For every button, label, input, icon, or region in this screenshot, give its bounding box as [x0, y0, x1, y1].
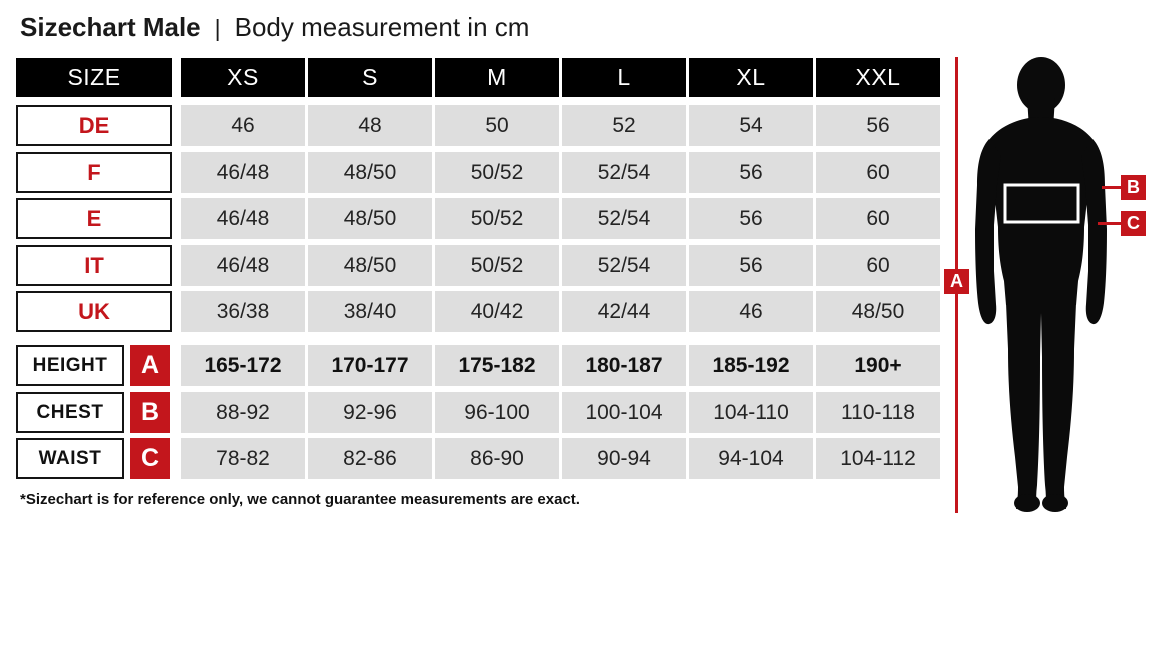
value-cell: 52/54 — [562, 152, 686, 193]
value-cell: 88-92 — [181, 392, 305, 433]
region-label-f: F — [16, 152, 172, 193]
value-cell: 56 — [816, 105, 940, 146]
silhouette-legs — [1006, 303, 1076, 509]
value-cell: 52/54 — [562, 198, 686, 239]
col-header-s: S — [308, 58, 432, 97]
footnote-text: *Sizechart is for reference only, we cannot guarantee measurements are exact. — [20, 491, 580, 508]
measure-row-waist — [16, 438, 943, 479]
col-header-l: L — [562, 58, 686, 97]
value-cell: 86-90 — [435, 438, 559, 479]
value-cell: 185-192 — [689, 345, 813, 386]
value-cell: 54 — [689, 105, 813, 146]
silhouette-left-arm — [975, 139, 1001, 324]
value-cell: 60 — [816, 198, 940, 239]
col-header-xs: XS — [181, 58, 305, 97]
value-cell: 50/52 — [435, 152, 559, 193]
value-cell: 38/40 — [308, 291, 432, 332]
value-cell: 46/48 — [181, 198, 305, 239]
col-header-xl: XL — [689, 58, 813, 97]
region-label-de: DE — [16, 105, 172, 146]
male-body-silhouette-icon — [975, 57, 1107, 513]
title-main: Sizechart Male — [20, 12, 201, 42]
value-cell: 48/50 — [308, 152, 432, 193]
measure-row-height — [16, 345, 943, 386]
value-cell: 46/48 — [181, 152, 305, 193]
value-cell: 165-172 — [181, 345, 305, 386]
value-cell: 175-182 — [435, 345, 559, 386]
value-cell: 56 — [689, 198, 813, 239]
marker-badge-c: C — [130, 438, 170, 479]
value-cell: 110-118 — [816, 392, 940, 433]
figure-marker-c: C — [1121, 211, 1146, 236]
size-row-uk — [16, 291, 943, 332]
value-cell: 190+ — [816, 345, 940, 386]
value-cell: 60 — [816, 245, 940, 286]
value-cell: 90-94 — [562, 438, 686, 479]
measure-label-chest: CHEST — [16, 392, 124, 433]
value-cell: 40/42 — [435, 291, 559, 332]
waist-marker-line — [1098, 222, 1122, 225]
value-cell: 50 — [435, 105, 559, 146]
value-cell: 170-177 — [308, 345, 432, 386]
value-cell: 56 — [689, 245, 813, 286]
silhouette-left-foot — [1014, 494, 1040, 512]
region-label-it: IT — [16, 245, 172, 286]
value-cell: 78-82 — [181, 438, 305, 479]
title-separator: | — [214, 15, 221, 41]
value-cell: 96-100 — [435, 392, 559, 433]
value-cell: 94-104 — [689, 438, 813, 479]
marker-badge-b: B — [130, 392, 170, 433]
value-cell: 36/38 — [181, 291, 305, 332]
region-label-e: E — [16, 198, 172, 239]
measure-row-chest — [16, 392, 943, 433]
measure-label-waist: WAIST — [16, 438, 124, 479]
figure-marker-a: A — [944, 269, 969, 294]
region-label-uk: UK — [16, 291, 172, 332]
value-cell: 50/52 — [435, 198, 559, 239]
value-cell: 82-86 — [308, 438, 432, 479]
measure-label-height: HEIGHT — [16, 345, 124, 386]
size-row-e — [16, 198, 943, 239]
value-cell: 92-96 — [308, 392, 432, 433]
col-header-m: M — [435, 58, 559, 97]
value-cell: 100-104 — [562, 392, 686, 433]
value-cell: 56 — [689, 152, 813, 193]
value-cell: 104-110 — [689, 392, 813, 433]
size-row-f — [16, 152, 943, 193]
size-row-it — [16, 245, 943, 286]
marker-badge-a: A — [130, 345, 170, 386]
value-cell: 48 — [308, 105, 432, 146]
value-cell: 180-187 — [562, 345, 686, 386]
table-header-row — [16, 58, 943, 97]
chest-marker-line — [1102, 186, 1122, 189]
value-cell: 48/50 — [816, 291, 940, 332]
size-row-de — [16, 105, 943, 146]
col-header-xxl: XXL — [816, 58, 940, 97]
value-cell: 60 — [816, 152, 940, 193]
value-cell: 42/44 — [562, 291, 686, 332]
value-cell: 46 — [181, 105, 305, 146]
value-cell: 46/48 — [181, 245, 305, 286]
value-cell: 46 — [689, 291, 813, 332]
value-cell: 104-112 — [816, 438, 940, 479]
value-cell: 52 — [562, 105, 686, 146]
value-cell: 48/50 — [308, 245, 432, 286]
figure-marker-b: B — [1121, 175, 1146, 200]
size-header-cell: SIZE — [16, 58, 172, 97]
silhouette-right-arm — [1081, 139, 1107, 324]
value-cell: 48/50 — [308, 198, 432, 239]
value-cell: 50/52 — [435, 245, 559, 286]
silhouette-right-foot — [1042, 494, 1068, 512]
title-subtitle: Body measurement in cm — [234, 12, 530, 42]
value-cell: 52/54 — [562, 245, 686, 286]
